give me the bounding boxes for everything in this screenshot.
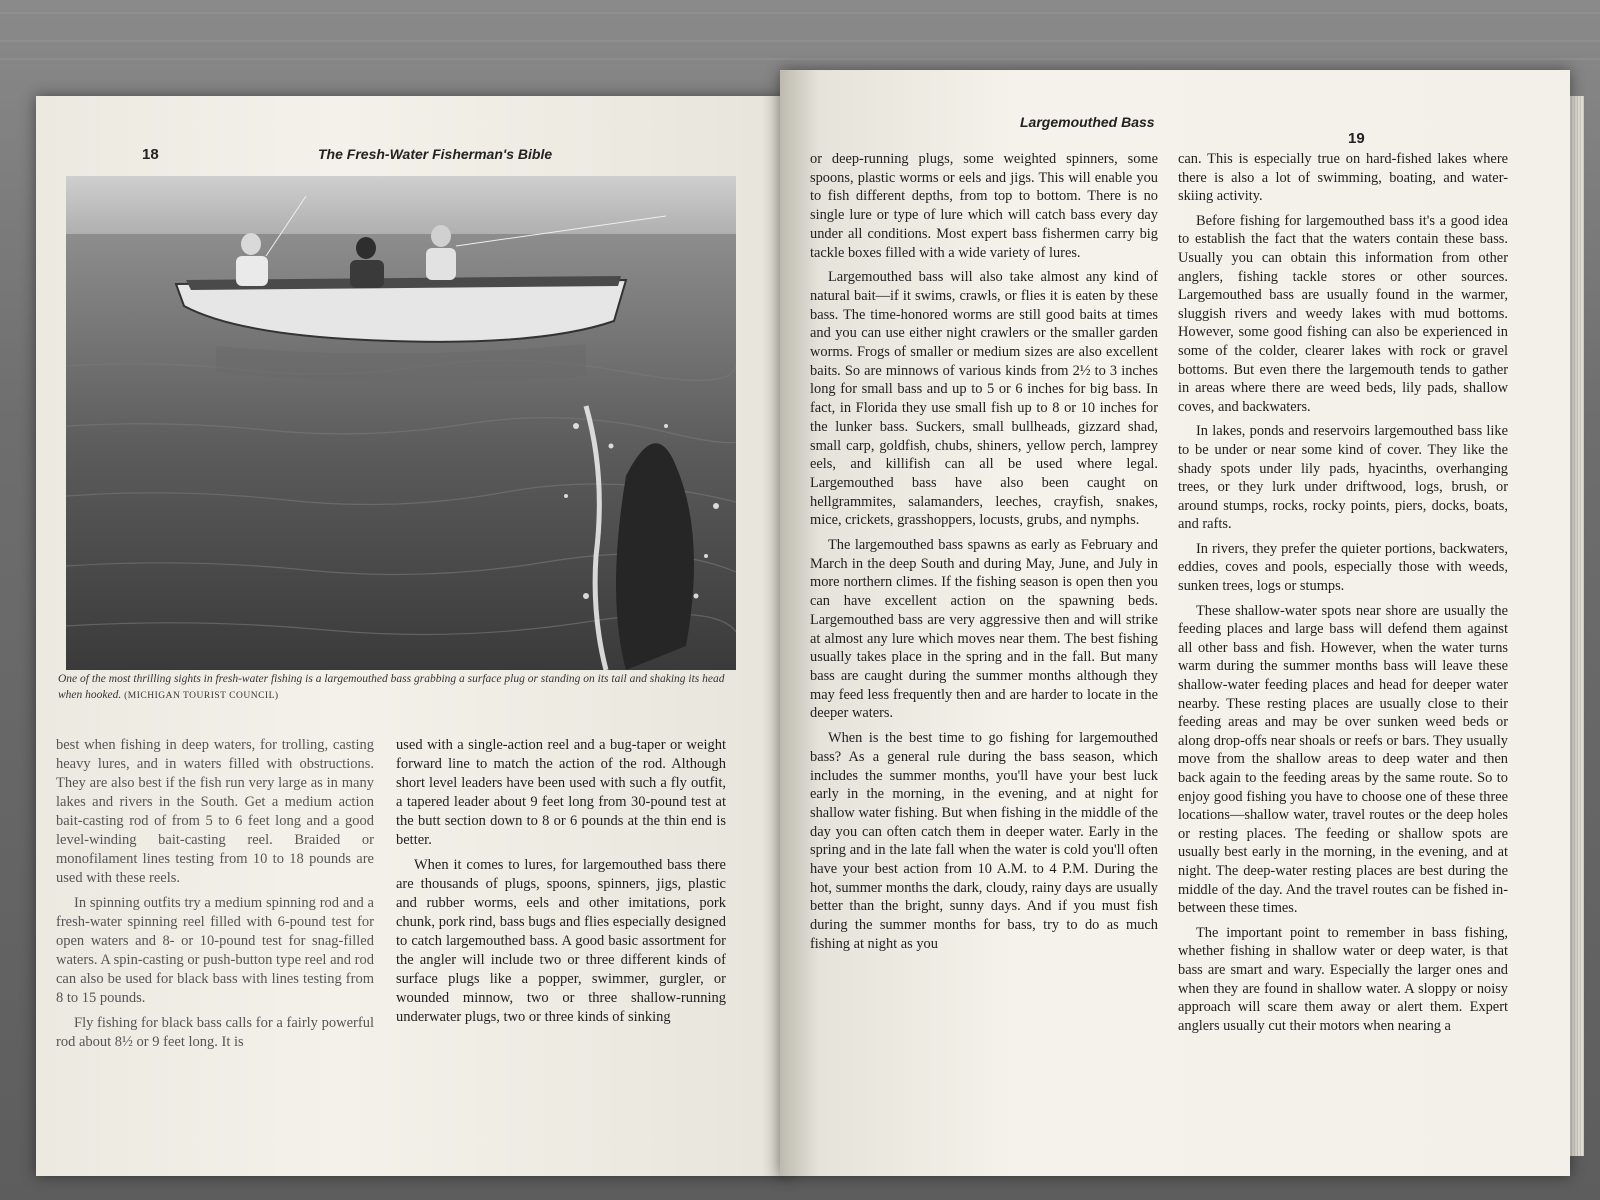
page-number-left: 18 bbox=[142, 146, 159, 163]
right-page-column-1 bbox=[810, 150, 1158, 960]
running-head-left: The Fresh-Water Fisherman's Bible bbox=[318, 146, 553, 162]
paragraph: When is the best time to go fishing for largemouthed bass? As a general rule during the bass season, which includes the summer months, you'll have your best luck early in the morning, in the evening, and at night for shallow water fishing. But when fishing in the middle of the day you can often catch them in deeper water. Early in the spring and in the late fall when the water is cold you'll often have your best action from 10 A.M. to 4 P.M. During the hot, summer months the dark, cloudy, rainy days are usually better than the bright, sunny days. And if you must fish during the summer months for bass, try to do as much fishing at night as you bbox=[810, 730, 1158, 952]
paragraph: Fly fishing for black bass calls for a fairly powerful rod about 8½ or 9 feet long. It is bbox=[56, 1015, 374, 1050]
caption-text: One of the most thrilling sights in fresh-water fishing is a largemouthed bass grabbing a surface plug or standing on its tail and shaking its head when hooked. bbox=[58, 673, 725, 701]
left-page bbox=[36, 96, 792, 1176]
paragraph: The largemouthed bass spawns as early as February and March in the deep South and during May, June, and July in more northern climes. If the fishing season is open then you can have excellent action on the spawning beds. Largemouthed bass are very aggressive then and will strike at almost any lure which moves near them. The best fishing usually takes place in the spring and in the fall. But many bass are caught during the summer months although they may feed less frequently then and are harder to locate in the deeper waters. bbox=[810, 537, 1158, 722]
boat-and-bass-photo bbox=[66, 176, 736, 670]
paragraph: or deep-running plugs, some weighted spinners, some spoons, plastic worms or eels and jigs. This will enable you to fish different depths, from top to bottom. There is no single lure or type of lure which will catch bass every day under all conditions. Most expert bass fishermen carry big tackle boxes filled with a wide variety of lures. bbox=[810, 151, 1158, 261]
page-number-right: 19 bbox=[1348, 130, 1365, 147]
left-page-column-1 bbox=[56, 736, 374, 1058]
paragraph: These shallow-water spots near shore are usually the feeding places and large bass will defend them against all other bass and fish. However, when the water turns warm during the summer months bass will leave these shallow-water feeding places and head for deeper water nearby. These resting places are usually close to their feeding areas and may be over sunken weed beds or along drop-offs near shoals or reefs or bars. They usually move from the shallow areas to deep water and then back again to the feeding areas by the same route. So to enjoy good fishing you have to choose one of these three locations—shallow water, travel routes or the deep holes or resting places. The feeding or shallow spots are usually best early in the morning, in the evening, and at night. The deep-water resting places are best during the middle of the day. And the travel routes can be fished in-between these times. bbox=[1178, 602, 1508, 917]
paragraph: used with a single-action reel and a bug-taper or weight forward line to match the action of the rod. Although short level leaders have been used with such a fly outfit, a tapered leader about 9 feet long from 30-pound test at the butt section down to 8 or 6 pounds at the thin end is better. bbox=[396, 737, 726, 848]
paragraph: In rivers, they prefer the quieter portions, backwaters, eddies, coves and pools, especially those with weeds, sunken trees, logs or stumps. bbox=[1178, 540, 1508, 595]
right-page-column-2 bbox=[1178, 150, 1508, 1041]
left-page-column-2 bbox=[396, 736, 726, 1033]
running-head-right: Largemouthed Bass bbox=[1020, 114, 1155, 130]
paragraph: Largemouthed bass will also take almost any kind of natural bait—if it swims, crawls, or flies it is eaten by these bass. The time-honored worms are still good baits at times and you can use either night crawlers or the smaller garden worms. Frogs of smaller or medium sizes are also excellent baits. So are minnows of various kinds from 2½ to 3 inches long for small bass and up to 5 or 6 inches for big bass. In fact, in Florida they use small fish up to 8 or 10 inches for the lunker bass. Suckers, small bullheads, gizzard shad, small carp, goldfish, chubs, shiners, yellow perch, lamprey eels, and killifish can all be used where legal. Largemouthed bass have also been caught on hellgrammites, salamanders, leeches, crayfish, snakes, mice, crickets, grasshoppers, locusts, grubs, and nymphs. bbox=[810, 269, 1158, 529]
paragraph: When it comes to lures, for largemouthed bass there are thousands of plugs, spoons, spinners, jigs, plastic and rubber worms, eels and other imitations, pork chunk, pork rind, bass bugs and flies especially designed to catch largemouthed bass. A good basic assortment for the angler will include two or three different kinds of surface plugs like a popper, swimmer, gurgler, or wounded minnow, two or three shallow-running underwater plugs, two or three kinds of sinking bbox=[396, 857, 726, 1025]
paragraph: best when fishing in deep waters, for trolling, casting heavy lures, and in waters filled with obstructions. They are also best if the fish run very large as in many lakes and rivers in the South. Get a medium action bait-casting rod of from 5 to 6 feet long and a good level-winding bait-casting reel. Braided or monofilament lines testing from 10 to 18 pounds are used with these reels. bbox=[56, 737, 374, 886]
right-page bbox=[780, 70, 1570, 1176]
caption-credit: (MICHIGAN TOURIST COUNCIL) bbox=[124, 691, 279, 701]
paragraph: can. This is especially true on hard-fished lakes where there is also a lot of swimming, boating, and water-skiing activity. bbox=[1178, 151, 1508, 205]
paragraph: The important point to remember in bass fishing, whether fishing in shallow water or deep water, is that bass are smart and wary. Especially the larger ones and when they are found in shallow water. A sloppy or noisy approach will scare them away or alert them. Expert anglers usually cut their motors when nearing a bbox=[1178, 924, 1508, 1034]
paragraph: In spinning outfits try a medium spinning rod and a fresh-water spinning reel filled with 6-pound test for open waters and 8- or 10-pound test for snag-filled waters. A spin-casting or push-button type reel and rod can also be used for black bass with lines testing from 8 to 15 pounds. bbox=[56, 895, 374, 1006]
photo-caption bbox=[58, 671, 748, 704]
paragraph: Before fishing for largemouthed bass it's a good idea to establish the fact that the waters contain these bass. Usually you can obtain this information from other anglers, fishing tackle stores or other sources. Largemouthed bass are usually found in the warmer, sluggish rivers and weedy lakes with mud bottoms. However, some good fishing can also be experienced in some of the colder, clearer lakes with rock or gravel bottoms. But even there the largemouth tends to gather in areas where there are weed beds, lily pads, shallow coves, and backwaters. bbox=[1178, 212, 1508, 415]
paragraph: In lakes, ponds and reservoirs largemouthed bass like to be under or near some kind of cover. They like the shady spots under lily pads, hyacinths, overhanging trees, or they lurk under driftwood, logs, brush, or around stumps, rocks, rocky points, piers, docks, boats, and rafts. bbox=[1178, 423, 1508, 533]
